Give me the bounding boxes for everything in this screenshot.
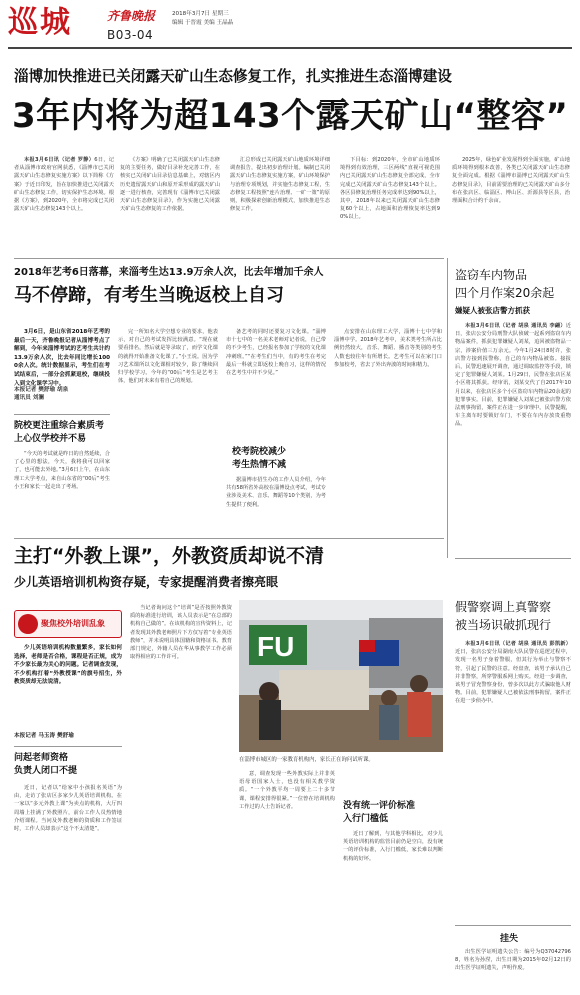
sidebar-top-text <box>455 322 571 552</box>
sidebar-top-headline: 四个月作案20余起 <box>455 286 555 300</box>
tutoring-sub1: 问起老师资格 负责人闭口不提 <box>14 753 78 776</box>
sidebar-top-body: 近日，张店公安分局刑警大队侦破一起系列盗窃车内物品案件，抓获犯罪嫌疑人刘某，追回被盗物品一宗，涉案价值三万余元。今年1月24日8时许，张店警方接到报警称，自己的车内物品被盗。接报后，民警迅速展开调查，通过调取监控等手段，锁定了犯罪嫌疑人刘某。1月29日，民警在张店区某小区将其抓获。经审讯，刘某交代了自2017年10月以来，在张店区多个小区盗窃车内物品20余起的犯罪事实。目前，犯罪嫌疑人刘某已被张店警方依法刑事拘留，案件正在进一步审理中。民警提醒，车主离车时要锁好车门，不要在车内存放贵重物品。 <box>455 323 571 428</box>
art-lead-col <box>14 328 110 424</box>
tutoring-sub1-rule <box>14 746 122 747</box>
photo-caption: 在淄博市城区的一家教育机构内，家长正在询问试听课。 <box>239 757 374 763</box>
art-col-5 <box>334 328 442 534</box>
tutoring-col-4-text: 近日了解到，与其他学科相比，对少儿英语培训机构的监管目前仍是空白，没有统一的评价标准，入行门槛低，家长难以判断机构的好坏。 <box>343 831 443 862</box>
column-tag-icon <box>18 614 38 634</box>
art-sub-divider <box>14 414 110 415</box>
art-headline: 马不停蹄，有考生当晚返校上自习 <box>14 285 284 306</box>
sidebar-top-byline: 本报3月6日讯（记者 胡泉 通讯员 李翩） <box>465 323 566 329</box>
lead-col-2-text: 《方案》明确了已关闭露天矿山生态修复的主要任务，做好目录补充完善工作，在核实已关闭矿山目录信息基础上，对辖区内历史遗留露天矿山和原开采形成的露天矿山逐一进行核查，完善现有《淄博市已关闭露天矿山生态修复目录》，作为实施已关闭露天矿山生态修复的工作依据。 <box>120 157 220 213</box>
classroom-photo <box>239 600 443 752</box>
art-sub-headline: 院校更注重综合素质考上心仪学校并不易 <box>14 421 105 444</box>
sidebar-top-kicker: 盗窃车内物品 <box>455 268 528 282</box>
art-lead-text: 3月6日，是山东省2018年艺考的最后一天，齐鲁晚报记者从淄博考点了解到，今年来淄博考试的艺考生共计约13.9万余人次，比去年同比增长1000余人次。统计数据显示，考生们在考试结束后，一部分会抓紧返校，继续投入到文化课学习中。 <box>14 329 110 387</box>
lead-col-1-text: 6日，记者从淄博市政府官网获悉，《淄博市已关闭露天矿山生态修复实施方案》以下简称《方案》于近日印发，旨在加快推进已关闭露天矿山生态修复工作，切实保护生态环境。根据《方案》，到2020年，全市将完成已关闭露天矿山生态修复143个以上。 <box>14 157 114 213</box>
sidebar-bottom-text <box>455 640 571 850</box>
column-tag <box>14 610 122 638</box>
tutoring-sub3: 没有统一评价标准 入行门槛低 <box>343 801 416 824</box>
art-sub-text-body: “今天的考试就是昨日的自然延续，合了心里的想法，今天，我将我可以回家了，也可能去外地。”3月6日上午，在山东理工大学考点，来自山东省的“00后”考生小王和家长一起走出了考场。 <box>14 451 110 490</box>
lead-col-3-text: 汇总形成已关闭露天矿山地质环境详细调查报告，提出初步治理计划。编制已关闭露天矿山生态修复实施方案，矿山环境保护与治理专项规划，并实施生态修复工程，生态修复工程按照“连片治理、一矿一策”的原则，积极探索创新治理模式，加快推进生态修复工作。 <box>230 157 330 213</box>
tutoring-byline: 本报记者 马玉涛 樊舒瑜 <box>14 733 74 739</box>
sidebar-top-sub: 嫌疑人被张店警方抓获 <box>455 306 530 315</box>
lead-col-5 <box>452 156 570 240</box>
sidebar-bottom-headline: 被当场识破抓现行 <box>455 618 552 632</box>
sidebar-bottom-body: 近日，张店公安分局湖南大队民警在巡逻过程中，发现一名男子身着警服，但其行为举止与警察不符，引起了民警的注意。经盘查，该男子承认自己并非警察，所穿警服系网上购买。经进一步调查，该男子冒充警察身份，曾多次以此方式骗取他人财物。目前，犯罪嫌疑人已被依法刑事拘留，案件正在进一步侦办中。 <box>455 649 571 705</box>
masthead <box>0 0 580 52</box>
lead-divider <box>14 258 444 259</box>
column-tag-label: 聚焦校外培训乱象 <box>41 619 105 628</box>
tutoring-headline: 少儿英语培训机构资存疑，专家提醒消费者擦亮眼 <box>14 575 279 589</box>
art-col-2-text: 完一所知名大学空想专业的要求，他表示，对自己的考试发挥比较满意。“现在就要看排名，然后就是等录取了，而学文化课的就得开始准备文化课了。”小王说。因为学习艺术课所以文化课相对较少，除了继续回归学校学习。今年的“00后”考生是艺考主体，他们对未来有着自己的规划。 <box>118 329 218 385</box>
sidebar-divider <box>447 258 448 558</box>
tutoring-col-2 <box>130 604 232 984</box>
art-col-4 <box>226 476 326 534</box>
tutoring-top-rule <box>14 538 444 539</box>
tutoring-lead <box>14 644 122 726</box>
tutoring-sub1-text <box>14 784 122 984</box>
lead-col-2 <box>120 156 220 240</box>
masthead-rule <box>8 47 572 49</box>
notice-rule <box>455 925 571 926</box>
art-col-4-text: 据淄博市招生办的工作人员介绍，今年共有58所省外高校在淄博设点考试，考试专业涉及美术、音乐、舞蹈等10个类别，为考生提供了便利。 <box>226 477 326 508</box>
lead-col-5-text: 2025年，绿色矿业发展得到全面实施，矿山地质环境得到根本改善，各类已关闭露天矿山生态修复全面完成。根据《淄博市淄博已关闭露天矿山生态修复目录》，目前需要治理的已关闭露天矿山多分布在张店区、临淄区、博山区、沂源县等区县，治理面积合计约千余亩。 <box>452 157 570 205</box>
notice-heading: 挂失 <box>500 934 519 944</box>
date-line: 2018年3月7日 星期三 <box>172 11 229 17</box>
lead-col-3 <box>230 156 330 240</box>
section-title: 巡城 <box>8 5 72 40</box>
tutoring-kicker: 主打“外教上课”，外教资质却说不清 <box>14 545 324 567</box>
page-number: B03-04 <box>107 28 154 42</box>
art-col-3-text: 备艺考的同时还要复习文化课。“淄博市十七中的一名美术老师对记者说，自己带的不少考生，已经报名参加了学校的文化课冲刺班。”“在考生们当中，有的考生在考完最后一科就立即返校上晚自习，这样的情况在艺考生中并不少见。” <box>226 329 326 377</box>
tutoring-col-2-text: 当记者询问这个“培训”是否按照外教资质的标准进行培训，该人员表示是“在总部的机构自己做的”。在该机构的宣传资料上，记者发现其外教老师照片下方仅写着“专业英语教师”，并未说明具体国籍和资格证书。教育部门规定，外籍人员在华从事教学工作必须取得相应的工作许可。 <box>130 605 232 661</box>
art-sub-text <box>14 450 110 536</box>
art-col-2 <box>118 328 218 534</box>
sidebar-bottom-byline: 本报3月6日讯（记者 胡泉 通讯员 彭凯新） <box>465 641 571 647</box>
art-col-5-text: 点安排在山东理工大学，淄博十七中学和淄博中学。2018年艺考中，美术类考生所占比例仍然较大，音乐、舞蹈、播音等类别的考生人数也较往年有所增长。艺考生可以在家门口参加校考，省去了外出奔波的时间和精力。 <box>334 329 442 368</box>
lead-col-4-text: 下目标：到2020年，全市矿山地质环境得到有效治理，三区两线“直视可视范围内已关闭露天矿山生态修复全部完成，全市完成已关闭露天矿山生态修复143个以上。各区县修复治理任务完成率达到90%以上，其中，2018年以来已关闭露天矿山生态修复60个以上，占地面积治理恢复率达到90%以上。 <box>340 157 440 221</box>
classroom-photo-art <box>239 600 443 752</box>
tutoring-col-3-text: 意，调查发现一些外教实际上并非英语母语国家人士，也没有相关教学资质。“一个外教平均一周要上二十多节课，课程安排得很紧。”一位曾在培训机构工作过的人士告诉记者。 <box>239 771 335 810</box>
art-kicker: 2018年艺考6日落幕，来淄考生达13.9万余人次，比去年增加千余人 <box>14 267 324 278</box>
tutoring-col-3 <box>239 770 335 984</box>
tutoring-sub1-body: 近日，记者以“给家中小孩报名英语”为由，走访了张店区多家少儿英语培训机构。在一家以“多元外教上课”为卖点的机构，大厅四周墙上挂满了外教照片，前台工作人员热情地介绍课程。当问及外教老师的资质和工作签证时，工作人员却表示“这个不太清楚”。 <box>14 785 122 833</box>
paper-logo: 齐鲁晚报 <box>107 9 156 23</box>
lead-col-1 <box>14 156 114 240</box>
lead-byline: 本报3月6日讯（记者 罗静） <box>24 157 95 163</box>
sidebar-bottom-kicker: 假警察调上真警察 <box>455 600 552 614</box>
svg-text:FU: FU <box>257 631 295 662</box>
tutoring-col-4 <box>343 830 443 984</box>
notice-body <box>455 948 571 992</box>
lead-kicker: 淄博加快推进已关闭露天矿山生态修复工作，扎实推进生态淄博建设 <box>14 68 452 85</box>
lead-col-4 <box>340 156 440 240</box>
tutoring-lead-text: 少儿英语培训机构数量繁多，家长如何选择，老师是否合格，课程是否正规，成为不少家长最为关心的问题。记者调查发现，不少机构打着“外教授课”的旗号招生，外教资质却无法说清。 <box>14 645 122 686</box>
lead-headline: 3年内将为超143个露天矿山“整容” <box>12 96 569 136</box>
art-lead-byline: 本报记者 樊舒瑜 胡泉 通讯员 刘澜 <box>14 387 69 402</box>
art-col-4-head: 校考院校减少 考生热情不减 <box>232 447 287 470</box>
editors-line: 编辑 于晋霞 美编 王晶晶 <box>172 20 234 26</box>
notice-body-text: 出生医学证明遗失公告：编号为Q370427968，姓名为孙滢，出生日期为2015年02月12日的出生医学证明遗失，声明作废。 <box>455 949 571 972</box>
sidebar-bottom-rule <box>455 558 571 559</box>
